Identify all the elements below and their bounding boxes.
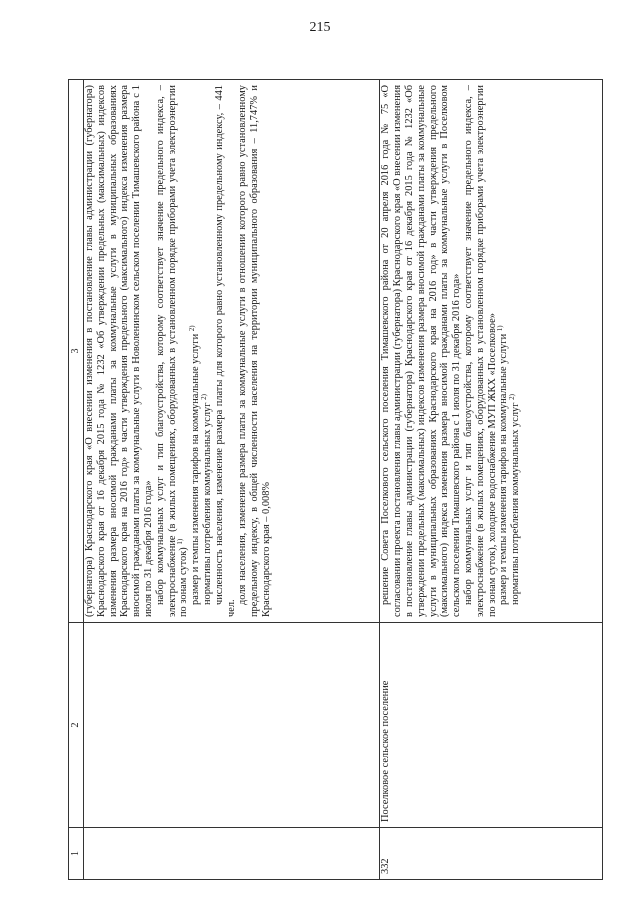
footnote-marker: 2) bbox=[508, 394, 517, 400]
data-table bbox=[68, 79, 603, 880]
description-cell bbox=[84, 80, 380, 623]
paragraph-text: (губернатора) Краснодарского края «О внесении изменения в постановление главы администрации (губернатора) Краснодарского края от 16 декабря 2015 года № 1232 «Об утверждении предельных (максимальных) индексов изменения размера вносимой гражданами платы за коммунальные услуги в муниципальных образованиях Краснодарского края на 2016 год» в части утверждения предельного (максимального) индекса изменения размера вносимой гражданами платы за коммунальные услуги в Новоленинском сельском поселении Тимашевского района с 1 июля по 31 декабря 2016 года» bbox=[84, 82, 154, 617]
table-header-row bbox=[69, 80, 84, 880]
paragraph bbox=[154, 82, 190, 617]
paragraph-text: нормативы потребления коммунальных услуг bbox=[510, 402, 522, 605]
paragraph-text: решение Совета Поселкового сельского поселения Тимашевского района от 20 апреля 2016 года № 75 «О согласовании проекта постановления главы администрации (губернатора) Краснодарского края «О внесении изменения в постановление главы администрации (губернатора) Краснодарского края от 16 декабря 2015 года № 1232 «Об утверждении предельных (максимальных) индексов изменения размера вносимой гражданами платы за коммунальные услуги в муниципальных образованиях Краснодарского края на 2016 год» в части утверждения предельного (максимального) индекса изменения размера вносимой гражданами платы за коммунальные услуги в Поселковом сельском поселении Тимашевского района с 1 июля по 31 декабря 2016 года» bbox=[380, 82, 463, 617]
paragraph bbox=[199, 85, 214, 617]
footnote-marker: 1) bbox=[496, 325, 505, 332]
paragraph bbox=[237, 82, 272, 617]
footnote-marker: 2) bbox=[188, 325, 197, 332]
paragraph-text: набор коммунальных услуг и тип благоустройства, которому соответствует значение предельного индекса, – электроснабжение (в жилых помещениях, оборудованных в установленном порядке приборами учета электроэнергии по зонам суток), холодное водоснабжение МУП ЖКХ «Поселковое» bbox=[462, 82, 498, 617]
paragraph-text: размер и темпы изменения тарифов на коммунальные услуги bbox=[498, 333, 510, 605]
description-cell bbox=[380, 80, 603, 623]
paragraph-text: размер и темпы изменения тарифов на коммунальные услуги bbox=[190, 333, 202, 605]
paragraph bbox=[190, 85, 202, 617]
row-number-cell: 332 bbox=[380, 828, 603, 880]
rotated-table-wrapper bbox=[68, 80, 603, 880]
settlement-name-cell bbox=[84, 623, 380, 828]
settlement-name-cell: Поселковое сельское поселение bbox=[380, 623, 603, 828]
table-row bbox=[84, 80, 380, 880]
paragraph bbox=[213, 82, 238, 617]
page-number: 215 bbox=[309, 20, 331, 35]
paragraph bbox=[498, 85, 510, 617]
footnote-marker: 1) bbox=[176, 538, 185, 545]
paragraph-text: нормативы потребления коммунальных услуг bbox=[201, 402, 213, 605]
paragraph bbox=[84, 82, 155, 617]
header-cell-1: 1 bbox=[69, 828, 84, 880]
table-row bbox=[380, 80, 603, 880]
paragraph-text: набор коммунальных услуг и тип благоустройства, которому соответствует значение предельного индекса, – электроснабжение (в жилых помещениях, оборудованных в установленном порядке приборами учета электроэнергии по зонам суток) bbox=[154, 82, 190, 617]
header-cell-3: 3 bbox=[69, 80, 84, 623]
paragraph bbox=[462, 82, 498, 617]
footnote-marker: 2) bbox=[199, 394, 208, 400]
row-number-cell bbox=[84, 828, 380, 880]
paragraph-text: численность населения, изменение размера платы для которого равно установленному предельному индексу, – 441 чел. bbox=[213, 82, 237, 617]
header-cell-2: 2 bbox=[69, 623, 84, 828]
paragraph-text: доля населения, изменение размера платы за коммунальные услуги в отношении которого равно установленному предельному индексу, в общей численности населения на территории муниципального образования – 11,747% и Краснодарского края – 0,008% bbox=[237, 82, 272, 617]
paragraph bbox=[380, 82, 463, 617]
paragraph bbox=[510, 85, 522, 617]
